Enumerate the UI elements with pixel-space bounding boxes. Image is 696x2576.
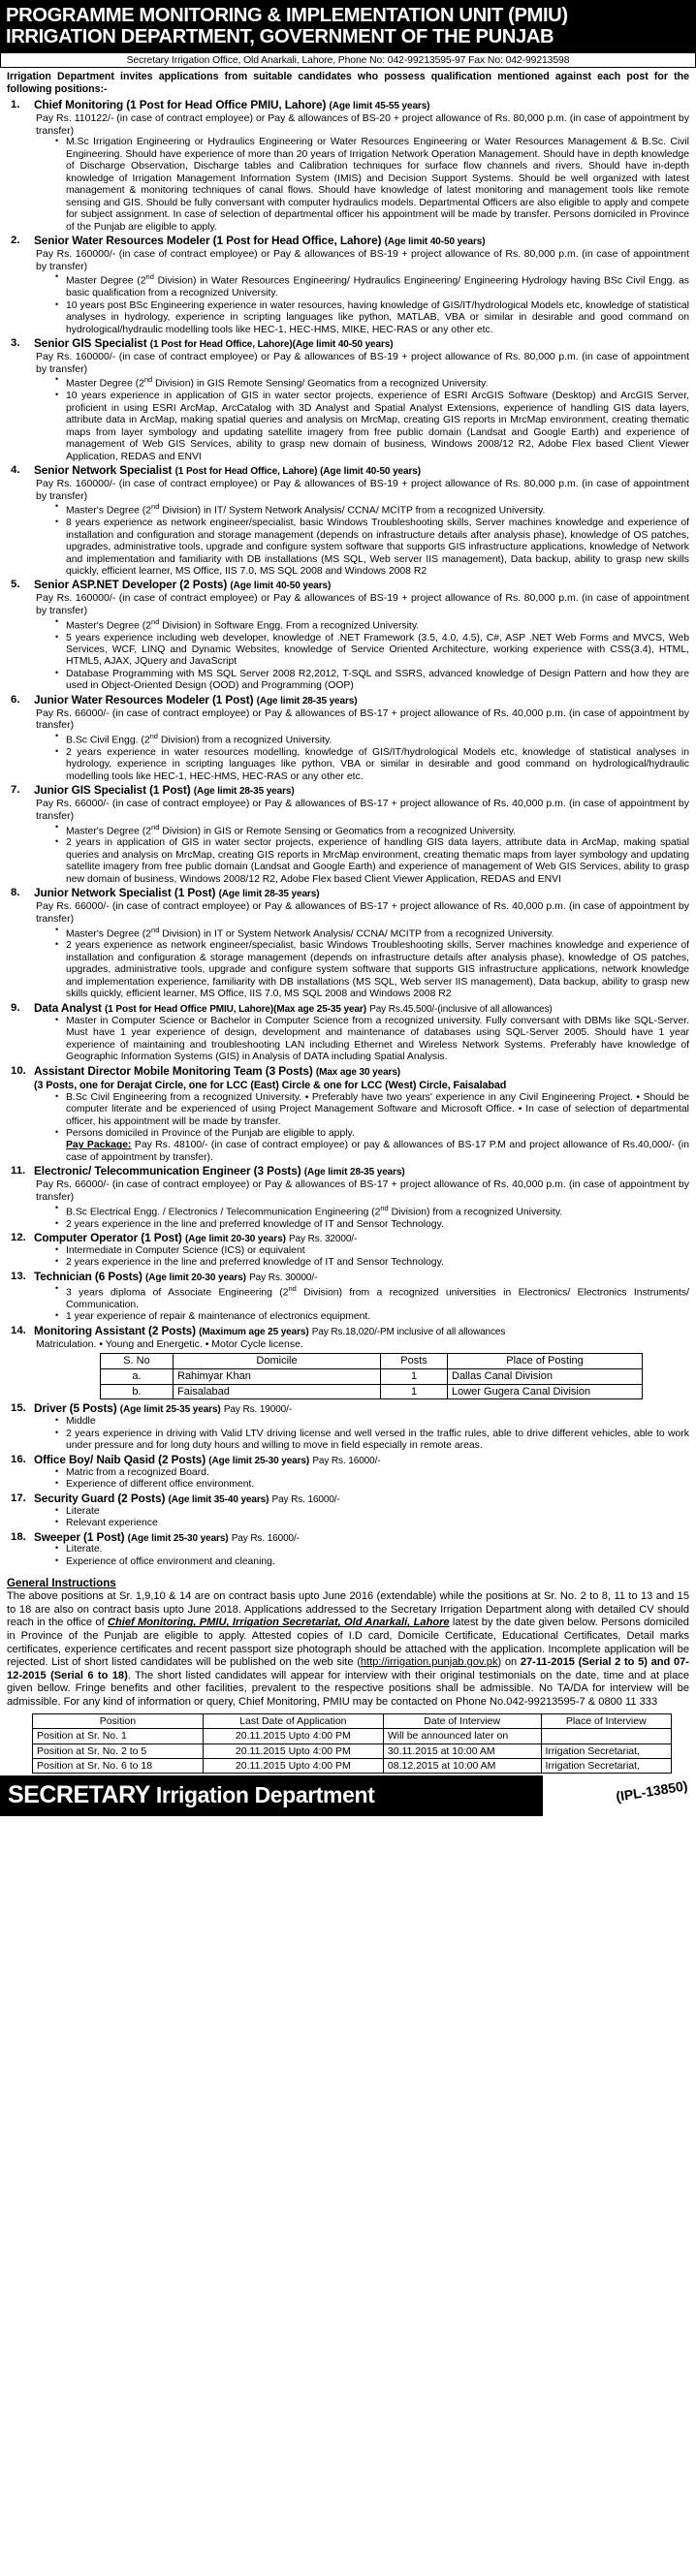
- post-entry: [7, 1325, 689, 1402]
- domicile-cell: Faisalabad: [174, 1384, 381, 1399]
- post-pay-inline: Pay Rs.45,500/-(inclusive of all allowances): [369, 1003, 553, 1015]
- post-requirement-item: • 2 years experience in the line and preferred knowledge of IT and Sensor Technology.: [55, 1257, 689, 1269]
- post-requirements-list: [34, 375, 689, 463]
- post-title: [34, 99, 689, 112]
- schedule-cell: Irrigation Secretariat,: [541, 1744, 672, 1758]
- post-requirements-list: [34, 272, 689, 336]
- post-requirement-item: • M.Sc Irrigation Engineering or Hydraulics Engineering or Water Resources Engineering or Water Resources Management & B.Sc. Civil Engineering. Should have experience of more than 20 years of Irrigation Network Operation Management. Should have in depth knowledge of Discharge Observation, Discharge tables and Calibration techniques for surface flow channels and rivers. Should have in-depth knowledge of Irrigation Management Information System (IMIS) and Decision Support Systems. Should be well organized with latest management & monitoring techniques of canal flows. Should have knowledge of latest monitoring and management tools like remote sensing and GIS. Should be fully conversant with computer hydraulics models. Departmental Officers are also eligible to apply and compete for subject assignment. In case of selection of departmental officer his appointment will be made by transfer. Persons domiciled in Province of the Punjab are eligible to apply.: [55, 137, 689, 234]
- schedule-cell: Position at Sr. No. 1: [33, 1729, 204, 1744]
- post-title: [34, 784, 689, 798]
- post-age-limit: (Max age 30 years): [315, 1066, 401, 1078]
- post-pay-details: Pay Rs. 110122/- (in case of contract employee) or Pay & allowances of BS-20 + project allowance of Rs. 80,000 p.m. (in case of appointment by transfer): [36, 112, 689, 137]
- post-title-main: Senior Network Specialist: [34, 463, 173, 477]
- post-requirements-list: [34, 823, 689, 887]
- post-pay-inline: Pay Rs. 30000/-: [249, 1272, 318, 1283]
- post-requirement-item: • Database Programming with MS SQL Server 2008 R2,2012, T-SQL and SSRS, advanced knowledge of Design Pattern and how they are used in Object-Oriented Design (OOD) and Programming (OOP): [55, 669, 689, 693]
- post-requirement-item: • 3 years diploma of Associate Engineering (2nd Division) from a recognized universities in Electronics/ Electronics Instruments/ Communication.: [55, 1284, 689, 1311]
- schedule-row: [33, 1729, 672, 1744]
- post-requirements-list: [34, 926, 689, 1001]
- post-entry: [7, 1531, 689, 1569]
- post-requirement-item: • Master Degree (2nd Division) in Water Resources Engineering/ Hydraulics Engineering/ Engineering Hydrology having BSc Civil Engg. as basic qualification from a recognized University.: [55, 272, 689, 299]
- gi-part-2: latest by the date given below. Persons domiciled in Province of the Punjab are eligible to apply. Attested copies of I.D card, Domicile Certificate, Educational Certificates, Detail marks certificates, experience certificates and recent passport size photograph should be attached with the application. Incomplete application will be rejected. List of short listed candidates will be published on the web site (: [7, 1617, 689, 1669]
- schedule-cell: Position at Sr. No. 2 to 5: [33, 1744, 204, 1758]
- post-pay-details: Pay Rs. 66000/- (in case of contract employee) or Pay & allowances of BS-17 + project allowance of Rs. 40,000 p.m. (in case of appointment by transfer): [36, 707, 689, 732]
- post-number: 7.: [11, 784, 20, 797]
- domicile-cell: 1: [381, 1368, 448, 1384]
- post-age-limit: (Age limit 25-30 years): [208, 1455, 310, 1466]
- advertisement-content: [0, 68, 696, 1774]
- post-requirement-item: • 2 years experience in the line and preferred knowledge of IT and Sensor Technology.: [55, 1219, 689, 1231]
- post-requirements-list: [34, 1204, 689, 1231]
- domicile-cell: a.: [101, 1368, 174, 1384]
- post-pay-inline: Pay Rs. 32000/-: [288, 1233, 358, 1244]
- post-age-limit: (Maximum age 25 years): [199, 1326, 309, 1337]
- post-requirement-item: • B.Sc Civil Engineering from a recognized University. • Preferably have two years' experience in any Civil Engineering Project. • Should be computer literate and be experienced of using Project Management Software and Microsoft Office. • In case of selection of departmental officer, his appointment will be made by transfer.: [55, 1092, 689, 1128]
- post-requirement-item: • 10 years experience in application of GIS in water sector projects, experience of ESRI ArcGIS Software (Desktop) and ArcGIS Server, proficient in using ESRI ArcMap, ArcCatalog with 3D Analyst and Spatial Analyst Extensions, experience of handling GIS data layers, attribute data in ArcMap, making spatial queries and analysis on MrcMap, creating GIS reports in MrcMap environment, creating thematic maps from layer symbology and updating satellite imagery from free public domain (Landsat and Google Earth) and experience of management of Web GIS Services, ability to grasp new domain of business, Windows 2008/12 R2, Adobe Flex based Client Viewer Application, REDAS and ENVI: [55, 391, 689, 463]
- post-age-limit: (Age limit 28-35 years): [256, 695, 358, 707]
- post-entry: [7, 337, 689, 463]
- post-title: [34, 1454, 689, 1467]
- schedule-cell: 20.11.2015 Upto 4:00 PM: [203, 1744, 383, 1758]
- post-number: 16.: [11, 1453, 26, 1465]
- post-pay-details: Pay Rs. 160000/- (in case of contract employee) or Pay & allowances of BS-19 + project allowance of Rs. 80,000 p.m. (in case of appointment by transfer): [36, 477, 689, 502]
- post-title-main: Security Guard (2 Posts): [34, 1491, 166, 1505]
- domicile-cell: b.: [101, 1384, 174, 1399]
- header-title-line1: PROGRAMME MONITORING & IMPLEMENTATION UNIT (PMIU): [6, 4, 568, 26]
- schedule-cell: Irrigation Secretariat,: [541, 1758, 672, 1773]
- post-requirements-list: [34, 1544, 689, 1568]
- schedule-table-header-row: [33, 1714, 672, 1729]
- post-entry: [7, 99, 689, 234]
- post-entry: [7, 784, 689, 886]
- post-body: [34, 1325, 689, 1402]
- schedule-cell: 30.11.2015 at 10:00 AM: [383, 1744, 541, 1758]
- schedule-cell: Will be announced later on: [383, 1729, 541, 1744]
- post-requirements-list: [34, 1506, 689, 1530]
- post-body: [34, 99, 689, 234]
- pay-package-text: Pay Rs. 48100/- (in case of contract employee) or pay & allowances of BS-17 P.M and project allowance of Rs.40,000/- (in case of appointment by transfer).: [66, 1140, 689, 1163]
- post-title-main: Junior GIS Specialist (1 Post): [34, 783, 191, 798]
- domicile-row: [101, 1368, 643, 1384]
- footer-secretary-label: SECRETARY: [8, 1781, 150, 1809]
- footer-banner: [0, 1775, 543, 1816]
- post-age-limit: (1 Post for Head Office, Lahore)(Age limit 40-50 years): [149, 339, 394, 351]
- post-body: [34, 694, 689, 784]
- schedule-table-wrapper: [7, 1713, 689, 1774]
- post-age-limit: (Age limit 45-55 years): [329, 101, 430, 112]
- post-title: [34, 579, 689, 592]
- post-title-main: Senior GIS Specialist: [34, 336, 147, 351]
- post-requirement-item: • Master Degree (2nd Division) in GIS Remote Sensing/ Geomatics from a recognized University.: [55, 375, 689, 391]
- post-number: 14.: [11, 1324, 26, 1336]
- post-number: 18.: [11, 1530, 26, 1543]
- post-body: [34, 1232, 689, 1270]
- schedule-th-interview-date: Date of Interview: [383, 1714, 541, 1729]
- post-title: [34, 1271, 689, 1284]
- post-entry: [7, 1402, 689, 1452]
- pay-package-label: Pay Package:: [66, 1140, 132, 1151]
- post-title-main: Chief Monitoring (1 Post for Head Office PMIU, Lahore): [34, 98, 327, 112]
- post-requirements-list: [34, 502, 689, 578]
- post-requirement-item: • Literate.: [55, 1544, 689, 1555]
- domicile-th: Place of Posting: [448, 1354, 643, 1369]
- gi-office-address: Chief Monitoring, PMIU, Irrigation Secretariat, Old Anarkali, Lahore: [107, 1617, 450, 1629]
- post-body: [34, 1271, 689, 1324]
- post-age-limit: (Age limit 20-30 years): [184, 1233, 286, 1244]
- post-title-main: Office Boy/ Naib Qasid (2 Posts): [34, 1452, 206, 1466]
- post-number: 15.: [11, 1402, 26, 1415]
- post-body: [34, 1402, 689, 1452]
- post-title-main: Driver (5 Posts): [34, 1401, 117, 1416]
- post-requirement-item: • B.Sc Electrical Engg. / Electronics / Telecommunication Engineering (2nd Division) from a recognized University.: [55, 1204, 689, 1219]
- post-requirement-item: • 2 years experience in water resources modelling, knowledge of GIS/IT/hydrological Models etc, knowledge of statistical analyses in hydrology, experience in scripting languages like python, VBA or similar in desirable and good command on hydrological/hydraulic modelling tools like HEC-1, HEC-HMS, HEC-RAS or any other etc.: [55, 747, 689, 783]
- post-body: [34, 1065, 689, 1165]
- schedule-row: [33, 1758, 672, 1773]
- post-pay-inline: Pay Rs. 16000/-: [271, 1493, 340, 1505]
- post-title-main: Sweeper (1 Post): [34, 1529, 125, 1544]
- post-title-main: Junior Water Resources Modeler (1 Post): [34, 692, 254, 707]
- header-title-line2: IRRIGATION DEPARTMENT, GOVERNMENT OF THE PUNJAB: [6, 25, 554, 48]
- post-requirements-list: [34, 617, 689, 693]
- schedule-cell: 08.12.2015 at 10:00 AM: [383, 1758, 541, 1773]
- post-subtitle: (3 Posts, one for Derajat Circle, one for LCC (East) Circle & one for LCC (West) Circle, Faisalabad: [34, 1079, 507, 1091]
- domicile-th: S. No: [101, 1354, 174, 1369]
- post-body: [34, 1531, 689, 1569]
- post-title-main: Monitoring Assistant (2 Posts): [34, 1323, 196, 1337]
- post-pay-details: Pay Rs. 66000/- (in case of contract employee) or Pay & allowances of BS-17 + project allowance of Rs. 40,000 p.m. (in case of appointment by transfer): [36, 900, 689, 925]
- post-title: [34, 1402, 689, 1416]
- post-age-limit: (Age limit 40-50 years): [384, 236, 486, 248]
- post-number: 13.: [11, 1270, 26, 1282]
- post-age-limit: (Age limit 25-35 years): [119, 1404, 221, 1416]
- post-pay-details: Pay Rs. 66000/- (in case of contract employee) or Pay & allowances of BS-17 + project allowance of Rs. 40,000 p.m. (in case of appointment by transfer): [36, 1178, 689, 1203]
- post-body: [34, 887, 689, 1000]
- post-requirements-list: [34, 1284, 689, 1324]
- post-age-limit: (Age limit 28-35 years): [218, 889, 320, 900]
- post-title-main: Senior Water Resources Modeler (1 Post for Head Office, Lahore): [34, 234, 382, 248]
- schedule-table: [32, 1713, 672, 1774]
- post-requirement-item: • 10 years post BSc Engineering experience in water resources, having knowledge of GIS/IT/hydrological Models etc, knowledge of statistical analyses in hydrology, experience in scripting languages like python, MATLAB, VBA or similar in desirable and good command on hydrological/hydraulic modelling tools like HEC-1, HEC-HMS, MIKE, HEC-RAS or any other etc.: [55, 300, 689, 336]
- domicile-table-wrapper: [34, 1353, 689, 1399]
- post-age-limit: (Age limit 20-30 years): [145, 1272, 246, 1283]
- post-requirement-item: • Intermediate in Computer Science (ICS) or equivalent: [55, 1245, 689, 1257]
- post-title: [34, 1232, 689, 1245]
- post-pay-details: Pay Rs. 160000/- (in case of contract employee) or Pay & allowances of BS-19 + project allowance of Rs. 80,000 p.m. (in case of appointment by transfer): [36, 592, 689, 616]
- post-requirement-item: • Relevant experience: [55, 1518, 689, 1529]
- schedule-cell: [541, 1729, 672, 1744]
- post-number: 17.: [11, 1492, 26, 1504]
- post-requirement-item: • Master's Degree (2nd Division) in IT/ System Network Analysis/ CCNA/ MCITP from a recognized University.: [55, 502, 689, 518]
- post-requirement-item: • Matric from a recognized Board.: [55, 1467, 689, 1479]
- post-requirement-item: • Master in Computer Science or Bachelor in Computer Science from a recognized university. Fully conversant with DBMs like SQL-Server. Must have 1 year experience of design, development and maintenance of databases using SQL-Server 2005. Should have 1 year experience of maintaining and troubleshooting LAN including Ethernet and Wireless Network Systems. Preferably have knowledge of Geographic Information Systems (GIS) in Analysis of DATA including Spatial Analysis.: [55, 1016, 689, 1064]
- post-requirement-item: • Master's Degree (2nd Division) in GIS or Remote Sensing or Geomatics from a recognized University.: [55, 823, 689, 838]
- post-body: [34, 1002, 689, 1064]
- post-requirements-list: [34, 1467, 689, 1492]
- gi-part-4: . The short listed candidates will appear for interview with their original testimonials on the date, time and at place given bellow. Fringe benefits and other facilities, prevalent to the respective positions shall be admissible. No TA/DA for interview will be admissible. For any kind of information or query, Chief Monitoring, PMIU may be contacted on Phone No.042-99213595-7 & 0800 11 333: [7, 1669, 689, 1708]
- post-title: [34, 1492, 689, 1506]
- domicile-cell: Rahimyar Khan: [174, 1368, 381, 1384]
- post-pay-details: Pay Rs. 160000/- (in case of contract employee) or Pay & allowances of BS-19 + project allowance of Rs. 80,000 p.m. (in case of appointment by transfer): [36, 350, 689, 375]
- gi-website-link[interactable]: http://irrigation.punjab.gov.pk: [360, 1656, 498, 1669]
- post-requirement-item: • 5 years experience including web developer, knowledge of .NET Framework (3.5, 4.0, 4.5), C#, ASP .NET Web Forms and MVCS, Web Services, WCF, LINQ and Dynamic Websites, knowledge of Service Oriented Architecture, working experience with CSS(3.4), HTML, HTML5, AJAX, JQuery and JavaScript: [55, 633, 689, 669]
- post-number: 3.: [11, 337, 20, 350]
- post-entry: [7, 887, 689, 1000]
- post-number: 11.: [11, 1165, 26, 1178]
- domicile-th: Domicile: [174, 1354, 381, 1369]
- post-number: 4.: [11, 464, 20, 476]
- post-entry: [7, 1165, 689, 1231]
- post-requirement-item: • Middle: [55, 1416, 689, 1428]
- domicile-cell: Lower Gugera Canal Division: [448, 1384, 643, 1399]
- post-requirements-list: [34, 732, 689, 783]
- post-age-limit: (Age limit 25-30 years): [127, 1532, 229, 1544]
- post-title: [34, 337, 689, 351]
- post-title-main: Data Analyst: [34, 1000, 102, 1015]
- post-pay-inline: Pay Rs. 16000/-: [231, 1532, 300, 1544]
- post-requirement-item: • Experience of office environment and cleaning.: [55, 1556, 689, 1568]
- domicile-table: [100, 1353, 643, 1399]
- post-title: [34, 1325, 689, 1338]
- post-number: 8.: [11, 887, 20, 899]
- post-pay-details: Pay Rs. 160000/- (in case of contract employee) or Pay & allowances of BS-19 + project allowance of Rs. 80,000 p.m. (in case of appointment by transfer): [36, 247, 689, 272]
- schedule-cell: 20.11.2015 Upto 4:00 PM: [203, 1758, 383, 1773]
- gi-dates: 27-11-2015 (Serial 2 to 5) and 07-12-2015 (Serial 6 to 18): [7, 1656, 689, 1681]
- ipl-reference: (IPL-13850): [615, 1777, 689, 1805]
- post-body: [34, 784, 689, 886]
- post-title-main: Technician (6 Posts): [34, 1269, 142, 1283]
- post-body: [34, 1492, 689, 1530]
- post-requirement-item: • 1 year experience of repair & maintenance of electronics equipment.: [55, 1311, 689, 1323]
- post-age-limit: (Age limit 28-35 years): [193, 786, 295, 798]
- post-title: [34, 1065, 689, 1079]
- gi-part-3: ) on: [497, 1656, 521, 1669]
- post-requirement-item: • 8 years experience as network engineer/specialist, basic Windows Troubleshooting skills, Server machines knowledge and experience of installation and configuration and storage management (depends on infrastructure details after analysis phase), knowledge of OS patches, upgrades, administrative tools, upgrade and configure system software that supports GIS infrastructure applications, knowledge of Network and implementation and familiarity with DB installations (MS SQL, Web server IIS management), Data backup, ability to grasp new skills quickly, efficient learner, MS Office, IIS 7.0, MS SQL 2008 and Windows 2008 R2: [55, 518, 689, 578]
- post-pay-inline: Pay Rs. 16000/-: [312, 1455, 381, 1466]
- post-title-main: Senior ASP.NET Developer (2 Posts): [34, 578, 228, 592]
- post-number: 12.: [11, 1231, 26, 1243]
- post-requirement-item: • Master's Degree (2nd Division) in IT or System Network Analysis/ CCNA/ MCITP from a recognized University.: [55, 926, 689, 941]
- gi-part-1: The above positions at Sr. 1,9,10 & 14 are on contract basis upto June 2016 (extendable) while the positions at Sr. No. 2 to 8, 11 to 13 and 15 to 18 are also on contract basis upto June 2018. Applications addressed to the Secretary Irrigation Department along with detailed CV should reach in the office of: [7, 1590, 689, 1629]
- post-body: [34, 235, 689, 336]
- post-number: 10.: [11, 1064, 26, 1077]
- post-requirements-list: [34, 1245, 689, 1270]
- post-age-limit: (Age limit 40-50 years): [230, 581, 332, 592]
- domicile-th: Posts: [381, 1354, 448, 1369]
- office-address: Secretary Irrigation Office, Old Anarkali, Lahore, Phone No: 042-99213595-97 Fax No: 042-99213598: [0, 53, 696, 68]
- posts-list: [7, 99, 689, 1568]
- domicile-row: [101, 1384, 643, 1399]
- post-title: [34, 235, 689, 248]
- post-title-main: Computer Operator (1 Post): [34, 1230, 182, 1244]
- domicile-cell: Dallas Canal Division: [448, 1368, 643, 1384]
- intro-paragraph: Irrigation Department invites applications from suitable candidates who possess qualification mentioned against each post for the following positions:-: [7, 71, 689, 96]
- schedule-row: [33, 1744, 672, 1758]
- general-instructions-body: [7, 1590, 689, 1709]
- post-entry: [7, 1065, 689, 1165]
- schedule-cell: 20.11.2015 Upto 4:00 PM: [203, 1729, 383, 1744]
- post-title: [34, 694, 689, 707]
- header-banner: [0, 0, 696, 53]
- post-number: 1.: [11, 99, 20, 111]
- post-title-main: Assistant Director Mobile Monitoring Team (3 Posts): [34, 1063, 313, 1078]
- post-pay-inline: Pay Rs. 19000/-: [223, 1404, 293, 1416]
- post-entry: [7, 1271, 689, 1324]
- post-title: [34, 464, 689, 478]
- domicile-header-row: [101, 1354, 643, 1369]
- general-instructions-heading: General Instructions: [7, 1577, 116, 1590]
- post-body: [34, 337, 689, 463]
- post-entry: [7, 1454, 689, 1492]
- post-pay-details: Pay Rs. 66000/- (in case of contract employee) or Pay & allowances of BS-17 + project allowance of Rs. 40,000 p.m. (in case of appointment by transfer): [36, 798, 689, 822]
- post-title: [34, 1002, 689, 1016]
- post-entry: [7, 235, 689, 336]
- post-requirement-item: • 2 years experience as network engineer/specialist, basic Windows Troubleshooting skills, Server machines knowledge and experience of installation and configuration & storage management (depends on infrastructure details after analysis phase), knowledge of OS patches, upgrades, administrative tools, upgrade and configure system software that supports GIS infrastructure applications, network knowledge and implementation experience, familiarity with DB installations (MS SQL, Web server IIS management), Data backup, ability to grasp new skills quickly, efficient learner, MS Office, IIS 7.0, MS SQL 2008 and Windows 2008 R2: [55, 940, 689, 1000]
- post-plain-requirements: Matriculation. • Young and Energetic. • Motor Cycle license.: [36, 1337, 303, 1350]
- post-title-main: Junior Network Specialist (1 Post): [34, 886, 216, 900]
- post-title: [34, 1165, 689, 1178]
- post-requirements-list: [34, 1416, 689, 1452]
- post-number: 2.: [11, 235, 20, 247]
- post-age-limit: (Age limit 28-35 years): [303, 1167, 405, 1178]
- schedule-cell: Position at Sr. No. 6 to 18: [33, 1758, 204, 1773]
- post-requirement-item: • Literate: [55, 1506, 689, 1518]
- post-number: 6.: [11, 693, 20, 706]
- post-entry: [7, 464, 689, 578]
- post-title-main: Electronic/ Telecommunication Engineer (3 Posts): [34, 1164, 301, 1178]
- post-pay-inline: Pay Rs.18,020/-PM inclusive of all allowances: [311, 1326, 506, 1337]
- post-age-limit: (1 Post for Head Office, Lahore) (Age limit 40-50 years): [174, 466, 421, 477]
- post-number: 9.: [11, 1001, 20, 1014]
- post-requirement-item: • B.Sc Civil Engg. (2nd Division) from a recognized University.: [55, 732, 689, 747]
- post-requirements-list: [34, 137, 689, 234]
- post-requirement-item: • Master's Degree (2nd Division) in Software Engg. From a recognized University.: [55, 617, 689, 633]
- post-requirement-item: • 2 years in application of GIS in water sector projects, experience of handling GIS data layers, attribute data in ArcMap, making spatial queries and analysis on MrcMap, creating GIS reports in MrcMap environment, creating thematic maps from layer symbology and updating satellite imagery from free public domain (Landsat and Google Earth) and experience of management of Web GIS Services, ability to grasp new domain of business, Windows 2008/12 R2, Adobe Flex based Client Viewer Application, REDAS and ENVI: [55, 837, 689, 886]
- schedule-th-position: Position: [33, 1714, 204, 1729]
- post-entry: [7, 1232, 689, 1270]
- post-body: [34, 1454, 689, 1492]
- post-number: 5.: [11, 579, 20, 591]
- post-entry: [7, 1492, 689, 1530]
- post-title: [34, 887, 689, 900]
- post-entry: [7, 579, 689, 692]
- footer-department-label: Irrigation Department: [155, 1782, 375, 1808]
- post-requirements-list: [34, 1016, 689, 1064]
- post-requirement-item: • 2 years experience in driving with Valid LTV driving license and well versed in the traffic rules, able to drive different vehicles, able to work under pressure and for long duty hours and willing to move in field especially in remote areas.: [55, 1429, 689, 1453]
- post-entry: [7, 694, 689, 784]
- post-body: [34, 1165, 689, 1231]
- post-requirements-list: [34, 1092, 689, 1165]
- post-entry: [7, 1002, 689, 1064]
- post-body: [34, 464, 689, 578]
- schedule-th-last-date: Last Date of Application: [203, 1714, 383, 1729]
- footer: [0, 1775, 696, 1816]
- post-age-limit: (Age limit 35-40 years): [168, 1493, 269, 1505]
- domicile-cell: 1: [381, 1384, 448, 1399]
- post-age-limit: (1 Post for Head Office PMIU, Lahore)(Max age 25-35 year): [105, 1003, 366, 1015]
- schedule-th-place: Place of Interview: [541, 1714, 672, 1729]
- post-pay-package: [55, 1140, 689, 1164]
- post-title: [34, 1531, 689, 1545]
- post-requirement-item: • Experience of different office environment.: [55, 1479, 689, 1491]
- post-requirement-item: • Persons domiciled in Province of the Punjab are eligible to apply.: [55, 1128, 689, 1140]
- post-body: [34, 579, 689, 692]
